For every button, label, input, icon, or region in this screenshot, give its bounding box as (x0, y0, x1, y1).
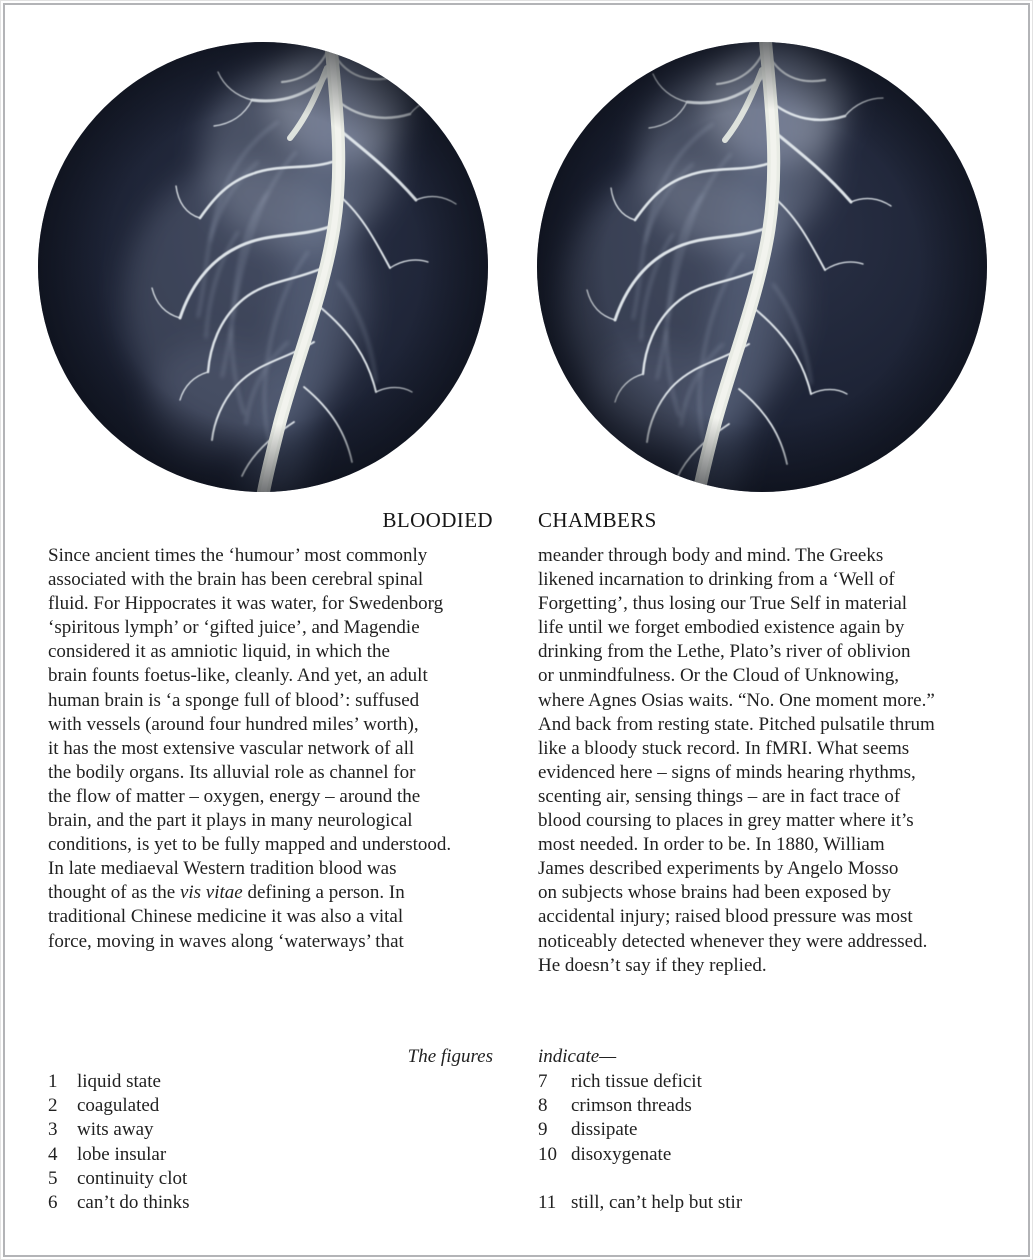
list-item (48, 1191, 508, 1215)
item-label: continuity clot (77, 1167, 188, 1189)
list-item (538, 1118, 998, 1142)
heading-bloodied: BLOODIED (382, 508, 493, 532)
list-item (538, 1070, 998, 1094)
heading-chambers: CHAMBERS (538, 508, 657, 532)
figure-key-label-right: indicate— (538, 1046, 617, 1067)
list-item (538, 1094, 998, 1118)
item-label: dissipate (571, 1119, 638, 1141)
item-label: can’t do thinks (77, 1192, 190, 1214)
item-number: 10 (538, 1143, 557, 1165)
list-item (538, 1191, 998, 1215)
list-item (48, 1118, 508, 1142)
item-number: 9 (538, 1119, 548, 1141)
item-label: coagulated (77, 1095, 160, 1117)
item-label: disoxygenate (571, 1143, 672, 1165)
item-number: 1 (48, 1071, 58, 1092)
figure-key-label-left: The figures (407, 1046, 493, 1067)
item-number: 11 (538, 1191, 557, 1213)
body-column-right: meander through body and mind. The Greeks likened incarnation to drinking from a ‘Well of Forgetting’, thus losing our True Self in material life until we forget embodied existence again by drinking from the Lethe, Plato’s river of oblivion or unmindfulness. Or the Cloud of Unknowing, where Agnes Osias waits. “No. One moment more.” And back from resting state. Pitched pulsatile thrum like a bloody stuck record. In fMRI. What seems evidenced here – signs of minds hearing rhythms, scenting air, sensing things – are in fact trace of blood coursing to places in grey matter where it’s most needed. In order to be. In 1880, William James described experiments by Angelo Mosso on subjects whose brains had been exposed by accidental injury; raised blood pressure was most noticeably detected whenever they were addressed. He doesn’t say if they replied. (538, 545, 935, 976)
item-number: 5 (48, 1167, 58, 1189)
item-number: 7 (538, 1071, 548, 1092)
item-number: 6 (48, 1192, 58, 1214)
list-item (48, 1094, 508, 1118)
item-label: still, can’t help but stir (571, 1191, 743, 1213)
item-number: 4 (48, 1143, 58, 1165)
list-item (538, 1143, 998, 1167)
item-label: rich tissue deficit (571, 1071, 702, 1092)
item-label: wits away (77, 1119, 154, 1141)
angiogram-figure-left (38, 42, 488, 492)
list-item (48, 1070, 508, 1094)
list-item (48, 1167, 508, 1191)
item-label: liquid state (77, 1071, 161, 1092)
angiogram-image-left (38, 42, 488, 492)
item-number: 3 (48, 1119, 58, 1141)
figure-key-list-left (48, 1070, 508, 1215)
angiogram-image-right (537, 42, 987, 492)
item-number: 8 (538, 1095, 548, 1117)
list-item (48, 1143, 508, 1167)
body-column-left: Since ancient times the ‘humour’ most commonly associated with the brain has been cerebral spinal fluid. For Hippocrates it was water, for Swedenborg ‘spiritous lymph’ or ‘gifted juice’, and Magendie considered it as amniotic liquid, in which the brain founts foetus-like, cleanly. And yet, an adult human brain is ‘a sponge full of blood’: suffused with vessels (around four hundred miles’ worth), it has the most extensive vascular network of all the bodily organs. Its alluvial role as channel for the flow of matter – oxygen, energy – around the brain, and the part it plays in many neurological conditions, is yet to be fully mapped and understood. In late mediaeval Western tradition blood was thought of as the vis vitae defining a person. In traditional Chinese medicine it was also a vital force, moving in waves along ‘waterways’ that (48, 545, 452, 952)
item-label: crimson threads (571, 1095, 692, 1117)
item-number: 2 (48, 1095, 58, 1117)
item-label: lobe insular (77, 1143, 167, 1165)
angiogram-figure-right (537, 42, 987, 492)
caption-row (0, 507, 1033, 535)
figure-key-list-right (538, 1070, 998, 1215)
